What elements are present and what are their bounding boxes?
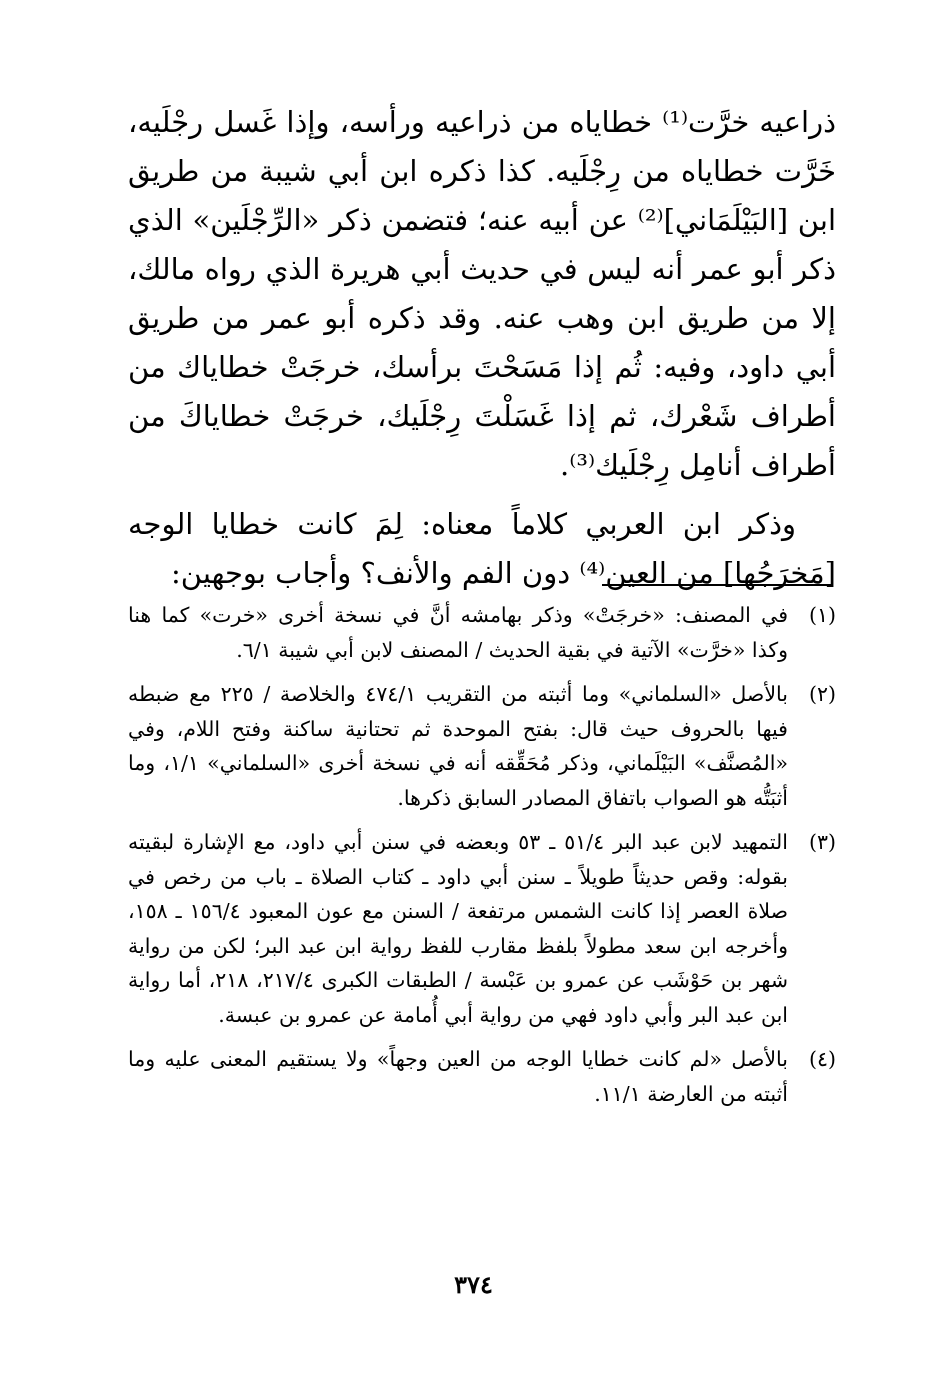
footnote-1: [128, 598, 836, 667]
footnote-text: بالأصل «لم كانت خطايا الوجه من العين وجهاً» ولا يستقيم المعنى عليه وما أثبته من العارضة ١١/١.: [128, 1047, 788, 1106]
footnote-number: (٢): [808, 682, 836, 706]
main-text: [128, 98, 836, 598]
footnotes: [128, 598, 836, 1121]
footnote-number: (٣): [808, 830, 836, 854]
footnote-4: [128, 1042, 836, 1111]
paragraph-2: وذكر ابن العربي كلاماً معناه: لِمَ كانت خطايا الوجه [مَخرَجُها] من العين⁽⁴⁾ دون الفم والأنف؟ وأجاب بوجهين:: [128, 507, 836, 590]
footnote-text: التمهيد لابن عبد البر ٥١/٤ ـ ٥٣ وبعضه في سنن أبي داود، مع الإشارة لبقيته بقوله: وقص حديثاً طويلاً ـ سنن أبي داود ـ كتاب الصلاة ـ باب من رخص في صلاة العصر إذا كانت الشمس مرتفعة / السنن مع عون المعبود ١٥٦/٤ ـ ١٥٨، وأخرجه ابن سعد مطولاً بلفظ مقارب للفظ رواية ابن عبد البر؛ لكن من رواية شهر بن حَوْشَب عن عمرو بن عَبْسة / الطبقات الكبرى ٢١٧/٤، ٢١٨، أما رواية ابن عبد البر وأبي داود فهي من رواية أبي أُمامة عن عمرو بن عبسة.: [128, 830, 789, 1027]
footnote-text: في المصنف: «خرجَتْ» وذكر بهامشه أنَّ في نسخة أخرى «خرت» كما هنا وكذا «خرَّت» الآتية في بقية الحديث / المصنف لابن أبي شيبة ٦/١.: [128, 603, 788, 662]
paragraph-1: ذراعيه خرَّت⁽¹⁾ خطاياه من ذراعيه ورأسه، وإذا غَسل رجْلَيه، خَرَّت خطاياه من رِجْلَيه. كذا ذكره ابن أبي شيبة من طريق ابن [البَيْلَمَاني]⁽²⁾ عن أبيه عنه؛ فتضمن ذكر «الرِّجْلَين» الذي ذكر أبو عمر أنه ليس في حديث أبي هريرة الذي رواه مالك، إلا من طريق ابن وهب عنه. وقد ذكره أبو عمر من طريق أبي داود، وفيه: ثُم إذا مَسَحْتَ برأسك، خرجَتْ خطاياك من أطراف شَعْرك، ثم إذا غَسَلْتَ رِجْلَيك، خرجَتْ خطاياكَ من أطراف أنامِل رِجْلَيك⁽³⁾.: [128, 105, 837, 482]
footnote-text: بالأصل «السلماني» وما أثبته من التقريب ٤٧٤/١ والخلاصة / ٢٢٥ مع ضبطه فيها بالحروف حيث قال: بفتح الموحدة ثم تحتانية ساكنة وفتح اللام، وفي «المُصنَّف» البَيْلَماني، وذكر مُحَقِّقه أنه في نسخة أخرى «السلماني» ١/١، وما أثبَتُّه هو الصواب باتفاق المصادر السابق ذكرها.: [128, 682, 788, 810]
footnote-number: (١): [808, 603, 836, 627]
footnote-separator: [602, 584, 832, 586]
footnote-3: [128, 825, 836, 1032]
footnote-number: (٤): [808, 1047, 836, 1071]
footnote-2: [128, 677, 836, 815]
page-number: ٣٧٤: [454, 1270, 493, 1299]
